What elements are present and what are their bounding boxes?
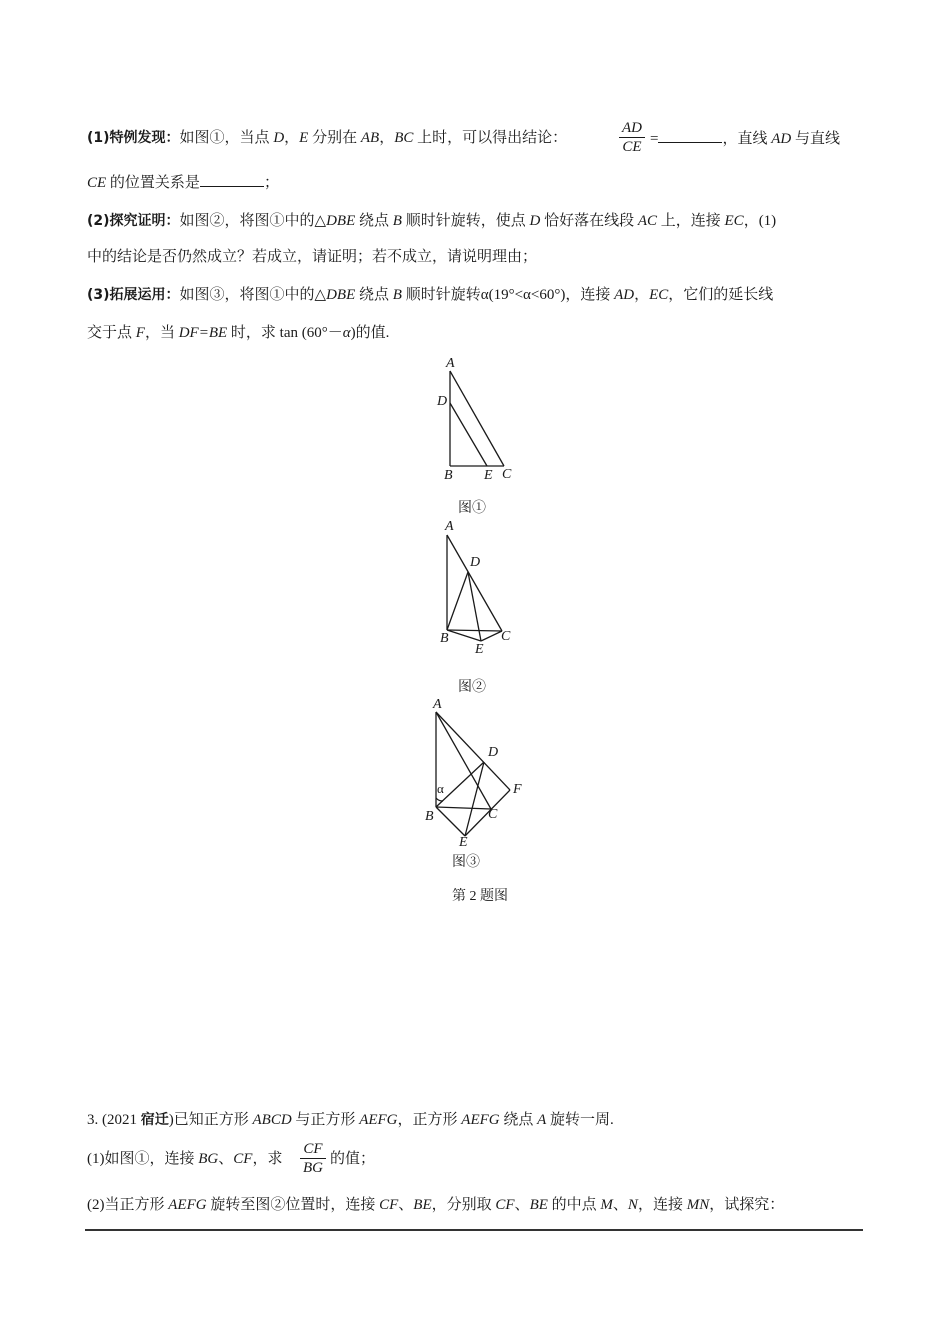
- text: ，直线: [722, 131, 772, 147]
- text: 时，求 tan (60°－: [227, 325, 343, 341]
- fig2-label-B: B: [440, 631, 449, 646]
- text: 旋转一周.: [546, 1112, 614, 1128]
- var-AD: AD: [771, 131, 792, 147]
- var-F: F: [135, 325, 145, 341]
- fig3-label-alpha: α: [437, 781, 444, 796]
- var-D: D: [529, 213, 541, 229]
- fraction-CF-BG: [300, 1140, 326, 1177]
- var-DBE: DBE: [326, 287, 356, 303]
- var-AD: AD: [614, 287, 635, 303]
- var-B: B: [392, 287, 402, 303]
- fig3-label-A: A: [433, 697, 442, 712]
- var-CE: CE: [87, 175, 107, 191]
- text: ，: [634, 287, 650, 303]
- fig3-caption: 图③: [452, 855, 480, 870]
- var-DBE: DBE: [326, 213, 356, 229]
- text: 、: [514, 1197, 530, 1213]
- text: ，: [379, 130, 395, 146]
- p3-intro: [87, 1110, 614, 1130]
- var-AEFG: AEFG: [359, 1112, 398, 1128]
- text: )的值.: [350, 325, 390, 341]
- fraction-denominator: BG: [303, 1160, 323, 1176]
- text: 上，连接: [657, 213, 725, 229]
- p3-part1-tail: [330, 1149, 375, 1169]
- fig1-label-A: A: [446, 356, 455, 371]
- var-E: E: [299, 130, 309, 146]
- var-N: N: [627, 1197, 638, 1213]
- text: ，连接: [565, 287, 615, 303]
- text: 、: [398, 1197, 414, 1213]
- fig1-label-B: B: [444, 468, 453, 483]
- text: ，(1): [743, 213, 777, 229]
- p2-part1-label: (1)特例发现：: [87, 130, 180, 146]
- var-MN: MN: [686, 1197, 710, 1213]
- fig2-label-A: A: [445, 519, 454, 534]
- text: ，试探究：: [709, 1197, 785, 1213]
- text: 3. (2021: [87, 1112, 141, 1128]
- p3-part2: [87, 1195, 784, 1215]
- var-CF: CF: [233, 1151, 253, 1167]
- fraction-denominator: CE: [622, 139, 642, 155]
- text: 旋转至图②位置时，连接: [206, 1197, 380, 1213]
- equals-sign: =: [650, 131, 659, 147]
- text: ，正方形: [397, 1112, 462, 1128]
- fig3-label-B: B: [425, 809, 434, 824]
- text: 如图③，将图①中的△: [179, 287, 327, 303]
- var-CF: CF: [379, 1197, 399, 1213]
- text: 与正方形: [291, 1112, 360, 1128]
- text: 绕点: [355, 287, 393, 303]
- text: 上时，可以得出结论：: [413, 130, 568, 146]
- var-A: A: [537, 1112, 547, 1128]
- fig1-caption: 图①: [458, 501, 486, 516]
- var-alpha: α: [342, 325, 351, 341]
- p2-part3-label: (3)拓展运用：: [87, 287, 180, 303]
- var-AEFG: AEFG: [461, 1112, 500, 1128]
- fraction-numerator: CF: [300, 1140, 326, 1159]
- var-BE: BE: [529, 1197, 548, 1213]
- p2-part2-label: (2)探究证明：: [87, 213, 180, 229]
- text: 的值；: [330, 1151, 376, 1167]
- text: 分别在: [308, 130, 361, 146]
- text: ，求: [252, 1151, 283, 1167]
- text: 的中点: [547, 1197, 601, 1213]
- text: 绕点: [499, 1112, 538, 1128]
- text: ，当: [144, 325, 179, 341]
- text: 交于点: [87, 325, 136, 341]
- fig2-label-D: D: [470, 555, 481, 570]
- text: )已知正方形: [168, 1112, 253, 1128]
- text: 、: [612, 1197, 628, 1213]
- var-AB: AB: [360, 130, 380, 146]
- text: 顺时针旋转: [401, 287, 481, 303]
- text: ；: [263, 175, 279, 191]
- var-BE: BE: [413, 1197, 432, 1213]
- figure-3-diagram: [436, 712, 510, 836]
- footer-rule: [85, 1229, 863, 1231]
- text: 与直线: [791, 131, 840, 147]
- text: 绕点: [355, 213, 393, 229]
- figure-group-caption: 第 2 题图: [452, 889, 508, 904]
- var-M: M: [600, 1197, 613, 1213]
- p3-part1: [87, 1149, 282, 1169]
- var-ABCD: ABCD: [252, 1112, 292, 1128]
- text: 如图②，将图①中的△: [179, 213, 327, 229]
- fig2-label-C: C: [501, 629, 511, 644]
- fig3-label-F: F: [513, 782, 522, 797]
- text: (2)当正方形: [87, 1197, 169, 1213]
- fig3-label-C: C: [488, 807, 498, 822]
- var-D: D: [273, 130, 285, 146]
- text: 恰好落在线段: [540, 213, 638, 229]
- var-CF: CF: [495, 1197, 515, 1213]
- fraction-numerator: AD: [619, 119, 645, 138]
- text: ，它们的延长线: [668, 287, 774, 303]
- p3-source: 宿迁: [140, 1112, 169, 1128]
- var-B: B: [392, 213, 402, 229]
- var-BG: BG: [198, 1151, 219, 1167]
- figure-1-diagram: [450, 371, 504, 466]
- text: ，: [284, 130, 300, 146]
- fig1-label-D: D: [437, 394, 448, 409]
- var-EC: EC: [724, 213, 744, 229]
- text: 、: [218, 1151, 234, 1167]
- text: ，分别取: [431, 1197, 496, 1213]
- fig1-label-E: E: [484, 468, 493, 483]
- text: 如图①，当点: [179, 130, 274, 146]
- fig1-label-C: C: [502, 467, 512, 482]
- alpha-range: α(19°<α<60°): [480, 287, 566, 303]
- var-AC: AC: [637, 213, 657, 229]
- fig2-label-E: E: [475, 642, 484, 657]
- var-BC: BC: [394, 130, 414, 146]
- var-AEFG: AEFG: [168, 1197, 207, 1213]
- text: 中的结论是否仍然成立？若成立，请证明；若不成立，请说明理由；: [87, 249, 538, 265]
- fig2-caption: 图②: [458, 680, 486, 695]
- text: 顺时针旋转，使点: [401, 213, 530, 229]
- text: 的位置关系是: [106, 175, 200, 191]
- var-EC: EC: [649, 287, 669, 303]
- text: ，连接: [637, 1197, 687, 1213]
- figure-2-diagram: [447, 535, 502, 641]
- condition-DF-BE: DF=BE: [178, 325, 228, 341]
- fig3-label-E: E: [459, 835, 468, 850]
- fig3-label-D: D: [488, 745, 499, 760]
- text: (1)如图①，连接: [87, 1151, 199, 1167]
